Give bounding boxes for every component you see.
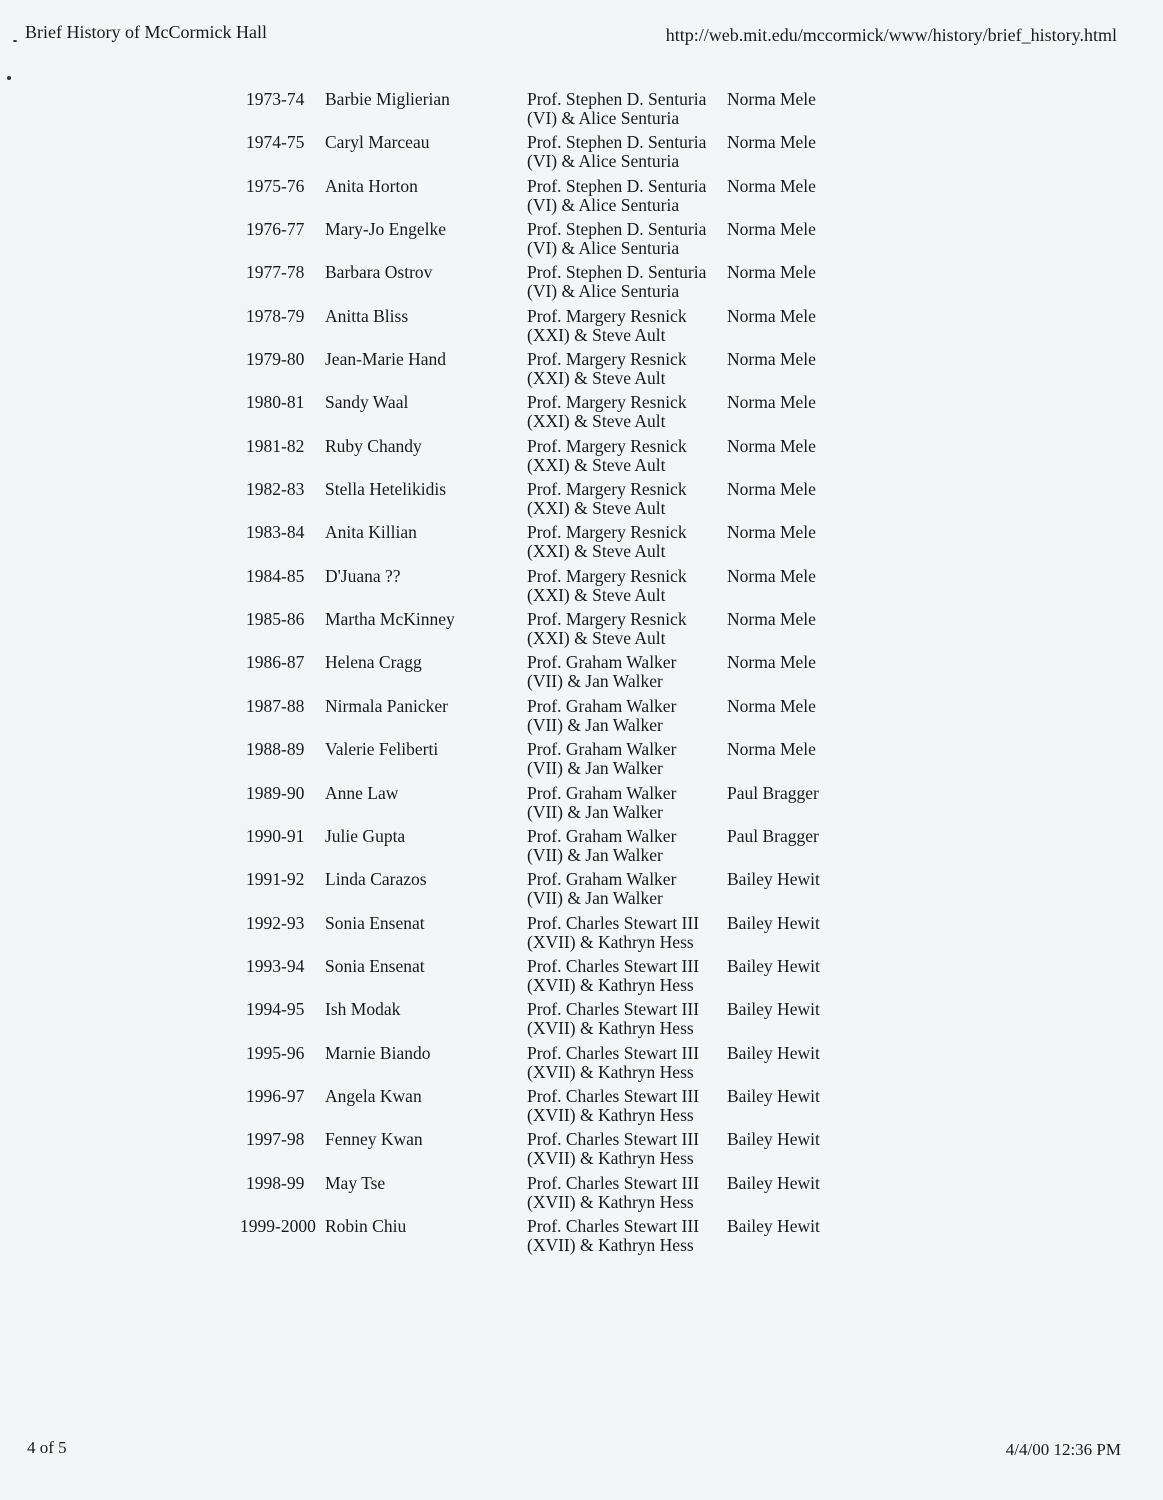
- housemasters-cell: [527, 610, 687, 648]
- house-manager-cell: Bailey Hewit: [727, 869, 820, 890]
- table-row: [0, 1044, 1163, 1087]
- table-row: [0, 870, 1163, 913]
- housemasters-line: (XXI) & Steve Ault: [527, 368, 666, 389]
- president-cell: Julie Gupta: [325, 825, 406, 846]
- housemasters-line: (XVII) & Kathryn Hess: [527, 1191, 694, 1212]
- house-manager-cell: Norma Mele: [727, 349, 816, 370]
- year-cell: 1983-84: [246, 522, 305, 543]
- housemasters-line: (VII) & Jan Walker: [527, 801, 663, 822]
- housemasters-line: Prof. Margery Resnick: [527, 435, 687, 456]
- print-datetime: 4/4/00 12:36 PM: [1005, 1440, 1121, 1459]
- table-row: [0, 1000, 1163, 1043]
- president-cell: Anita Horton: [325, 175, 418, 196]
- president-cell: Nirmala Panicker: [325, 695, 448, 716]
- page-url: http://web.mit.edu/mccormick/www/history/brief_history.html: [665, 25, 1117, 45]
- housemasters-cell: [527, 697, 676, 735]
- housemasters-line: (XVII) & Kathryn Hess: [527, 1148, 694, 1169]
- housemasters-line: Prof. Graham Walker: [527, 739, 677, 760]
- housemasters-line: Prof. Charles Stewart III: [527, 1172, 700, 1193]
- housemasters-line: Prof. Charles Stewart III: [527, 1129, 700, 1150]
- table-row: [0, 263, 1163, 306]
- housemasters-line: (XVII) & Kathryn Hess: [527, 1018, 694, 1039]
- house-manager-cell: Norma Mele: [727, 132, 816, 153]
- housemasters-cell: [527, 1000, 699, 1038]
- housemasters-line: (XVII) & Kathryn Hess: [527, 974, 694, 995]
- year-cell: 1977-78: [246, 262, 305, 283]
- housemasters-cell: [527, 1087, 699, 1125]
- year-cell: 1987-88: [246, 695, 305, 716]
- table-row: [0, 697, 1163, 740]
- housemasters-line: (VI) & Alice Senturia: [527, 238, 680, 259]
- president-cell: Linda Carazos: [325, 869, 427, 890]
- housemasters-cell: [527, 133, 706, 171]
- house-manager-cell: Norma Mele: [727, 695, 816, 716]
- year-cell: 1993-94: [246, 955, 305, 976]
- house-manager-cell: Paul Bragger: [727, 825, 819, 846]
- president-cell: Ish Modak: [325, 999, 401, 1020]
- house-manager-cell: Norma Mele: [727, 522, 816, 543]
- president-cell: Sonia Ensenat: [325, 955, 425, 976]
- house-manager-cell: Bailey Hewit: [727, 912, 820, 933]
- year-cell: 1996-97: [246, 1085, 305, 1106]
- house-manager-cell: Norma Mele: [727, 652, 816, 673]
- table-row: [0, 177, 1163, 220]
- scan-speck: [7, 76, 11, 80]
- president-cell: Ruby Chandy: [325, 435, 422, 456]
- housemasters-line: Prof. Charles Stewart III: [527, 1085, 700, 1106]
- house-manager-cell: Norma Mele: [727, 262, 816, 283]
- year-cell: 1975-76: [246, 175, 305, 196]
- table-row: [0, 393, 1163, 436]
- housemasters-line: (XXI) & Steve Ault: [527, 584, 666, 605]
- year-cell: 1997-98: [246, 1129, 305, 1150]
- housemasters-line: Prof. Charles Stewart III: [527, 1215, 700, 1236]
- housemasters-line: Prof. Charles Stewart III: [527, 1042, 700, 1063]
- housemasters-cell: [527, 350, 687, 388]
- table-row: [0, 610, 1163, 653]
- table-row: [0, 827, 1163, 870]
- housemasters-cell: [527, 437, 687, 475]
- president-cell: Anita Killian: [325, 522, 417, 543]
- housemasters-line: (VII) & Jan Walker: [527, 844, 663, 865]
- house-manager-cell: Norma Mele: [727, 609, 816, 630]
- housemasters-line: (VII) & Jan Walker: [527, 671, 663, 692]
- housemasters-line: (VI) & Alice Senturia: [527, 151, 680, 172]
- house-manager-cell: Bailey Hewit: [727, 999, 820, 1020]
- president-cell: Robin Chiu: [325, 1215, 407, 1236]
- house-manager-cell: Norma Mele: [727, 219, 816, 240]
- year-cell: 1986-87: [246, 652, 305, 673]
- year-cell: 1998-99: [246, 1172, 305, 1193]
- housemasters-line: Prof. Graham Walker: [527, 825, 677, 846]
- housemasters-cell: [527, 827, 676, 865]
- housemasters-line: Prof. Stephen D. Senturia: [527, 89, 707, 109]
- house-manager-cell: Bailey Hewit: [727, 1042, 820, 1063]
- year-cell: 1974-75: [246, 132, 305, 153]
- president-cell: Jean-Marie Hand: [325, 349, 446, 370]
- president-cell: Stella Hetelikidis: [325, 479, 447, 500]
- housemasters-cell: [527, 567, 687, 605]
- housemasters-line: (VI) & Alice Senturia: [527, 281, 680, 302]
- housemasters-line: Prof. Margery Resnick: [527, 522, 687, 543]
- table-row: [0, 957, 1163, 1000]
- housemasters-cell: [527, 1174, 699, 1212]
- housemasters-line: Prof. Margery Resnick: [527, 565, 687, 586]
- housemasters-line: (XVII) & Kathryn Hess: [527, 931, 694, 952]
- president-cell: Sonia Ensenat: [325, 912, 425, 933]
- table-row: [0, 1174, 1163, 1217]
- year-cell: 1985-86: [246, 609, 305, 630]
- house-manager-cell: Paul Bragger: [727, 782, 819, 803]
- president-cell: Mary-Jo Engelke: [325, 219, 447, 240]
- house-manager-cell: Norma Mele: [727, 89, 816, 109]
- year-cell: 1978-79: [246, 305, 305, 326]
- housemasters-line: (XVII) & Kathryn Hess: [527, 1061, 694, 1082]
- table-row: [0, 90, 1163, 133]
- year-cell: 1989-90: [246, 782, 305, 803]
- table-row: [0, 1130, 1163, 1173]
- president-cell: Martha McKinney: [325, 609, 455, 630]
- president-cell: May Tse: [325, 1172, 386, 1193]
- scan-speck: [13, 40, 17, 42]
- housemasters-cell: [527, 90, 706, 128]
- house-manager-cell: Norma Mele: [727, 435, 816, 456]
- housemasters-cell: [527, 1044, 699, 1082]
- table-row: [0, 133, 1163, 176]
- housemasters-line: Prof. Stephen D. Senturia: [527, 262, 707, 283]
- housemasters-line: Prof. Charles Stewart III: [527, 955, 700, 976]
- president-cell: D'Juana ??: [325, 565, 401, 586]
- year-cell: 1999-2000: [240, 1215, 316, 1236]
- table-row: [0, 1217, 1163, 1260]
- house-manager-cell: Norma Mele: [727, 175, 816, 196]
- president-cell: Barbara Ostrov: [325, 262, 433, 283]
- year-cell: 1992-93: [246, 912, 305, 933]
- year-cell: 1982-83: [246, 479, 305, 500]
- housemasters-line: (XXI) & Steve Ault: [527, 541, 666, 562]
- house-manager-cell: Bailey Hewit: [727, 955, 820, 976]
- housemasters-line: (XVII) & Kathryn Hess: [527, 1234, 694, 1255]
- housemasters-line: Prof. Stephen D. Senturia: [527, 132, 707, 153]
- president-cell: Helena Cragg: [325, 652, 422, 673]
- president-cell: Fenney Kwan: [325, 1129, 423, 1150]
- housemasters-cell: [527, 784, 676, 822]
- housemasters-cell: [527, 307, 687, 345]
- president-cell: Caryl Marceau: [325, 132, 430, 153]
- housemasters-line: (VII) & Jan Walker: [527, 888, 663, 909]
- table-row: [0, 480, 1163, 523]
- housemasters-line: (XXI) & Steve Ault: [527, 411, 666, 432]
- table-row: [0, 653, 1163, 696]
- page-title: Brief History of McCormick Hall: [25, 22, 267, 42]
- housemasters-cell: [527, 1130, 699, 1168]
- housemasters-line: Prof. Margery Resnick: [527, 349, 687, 370]
- house-manager-cell: Norma Mele: [727, 479, 816, 500]
- table-row: [0, 437, 1163, 480]
- year-cell: 1976-77: [246, 219, 305, 240]
- year-cell: 1994-95: [246, 999, 305, 1020]
- housemasters-cell: [527, 393, 687, 431]
- housemasters-line: Prof. Margery Resnick: [527, 392, 687, 413]
- house-manager-cell: Bailey Hewit: [727, 1172, 820, 1193]
- housemasters-cell: [527, 870, 676, 908]
- housemasters-line: (VII) & Jan Walker: [527, 758, 663, 779]
- table-row: [0, 523, 1163, 566]
- house-manager-cell: Bailey Hewit: [727, 1215, 820, 1236]
- table-row: [0, 914, 1163, 957]
- housemasters-cell: [527, 480, 687, 518]
- house-manager-cell: Norma Mele: [727, 392, 816, 413]
- year-cell: 1995-96: [246, 1042, 305, 1063]
- year-cell: 1990-91: [246, 825, 305, 846]
- president-cell: Anne Law: [325, 782, 399, 803]
- year-cell: 1981-82: [246, 435, 305, 456]
- housemasters-cell: [527, 740, 676, 778]
- table-row: [0, 740, 1163, 783]
- housemasters-line: Prof. Graham Walker: [527, 869, 677, 890]
- house-manager-cell: Bailey Hewit: [727, 1129, 820, 1150]
- house-manager-cell: Norma Mele: [727, 305, 816, 326]
- year-cell: 1980-81: [246, 392, 305, 413]
- housemasters-line: (XXI) & Steve Ault: [527, 498, 666, 519]
- year-cell: 1991-92: [246, 869, 305, 890]
- housemasters-line: Prof. Margery Resnick: [527, 305, 687, 326]
- house-manager-cell: Norma Mele: [727, 565, 816, 586]
- housemasters-cell: [527, 653, 676, 691]
- history-table: [0, 90, 1163, 1260]
- housemasters-line: (XXI) & Steve Ault: [527, 628, 666, 649]
- table-row: [0, 784, 1163, 827]
- house-manager-cell: Bailey Hewit: [727, 1085, 820, 1106]
- housemasters-line: Prof. Stephen D. Senturia: [527, 219, 707, 240]
- president-cell: Valerie Feliberti: [325, 739, 439, 760]
- president-cell: Anitta Bliss: [325, 305, 409, 326]
- housemasters-cell: [527, 220, 706, 258]
- president-cell: Sandy Waal: [325, 392, 409, 413]
- housemasters-line: Prof. Charles Stewart III: [527, 912, 700, 933]
- housemasters-line: (XXI) & Steve Ault: [527, 324, 666, 345]
- housemasters-line: (VI) & Alice Senturia: [527, 194, 680, 215]
- housemasters-line: Prof. Graham Walker: [527, 652, 677, 673]
- year-cell: 1973-74: [246, 89, 305, 109]
- house-manager-cell: Norma Mele: [727, 739, 816, 760]
- year-cell: 1988-89: [246, 739, 305, 760]
- president-cell: Barbie Miglierian: [325, 89, 450, 109]
- housemasters-line: Prof. Margery Resnick: [527, 479, 687, 500]
- housemasters-cell: [527, 523, 687, 561]
- table-row: [0, 307, 1163, 350]
- housemasters-line: Prof. Margery Resnick: [527, 609, 687, 630]
- housemasters-cell: [527, 957, 699, 995]
- page-number: 4 of 5: [27, 1438, 67, 1457]
- housemasters-line: Prof. Stephen D. Senturia: [527, 175, 707, 196]
- housemasters-line: (XVII) & Kathryn Hess: [527, 1104, 694, 1125]
- housemasters-line: Prof. Graham Walker: [527, 695, 677, 716]
- housemasters-line: (VI) & Alice Senturia: [527, 108, 680, 128]
- table-row: [0, 220, 1163, 263]
- table-row: [0, 1087, 1163, 1130]
- housemasters-cell: [527, 914, 699, 952]
- housemasters-line: (XXI) & Steve Ault: [527, 454, 666, 475]
- housemasters-line: (VII) & Jan Walker: [527, 714, 663, 735]
- year-cell: 1984-85: [246, 565, 305, 586]
- president-cell: Angela Kwan: [325, 1085, 422, 1106]
- housemasters-cell: [527, 263, 706, 301]
- housemasters-line: Prof. Charles Stewart III: [527, 999, 700, 1020]
- table-row: [0, 567, 1163, 610]
- president-cell: Marnie Biando: [325, 1042, 431, 1063]
- housemasters-cell: [527, 1217, 699, 1255]
- year-cell: 1979-80: [246, 349, 305, 370]
- housemasters-cell: [527, 177, 706, 215]
- housemasters-line: Prof. Graham Walker: [527, 782, 677, 803]
- table-row: [0, 350, 1163, 393]
